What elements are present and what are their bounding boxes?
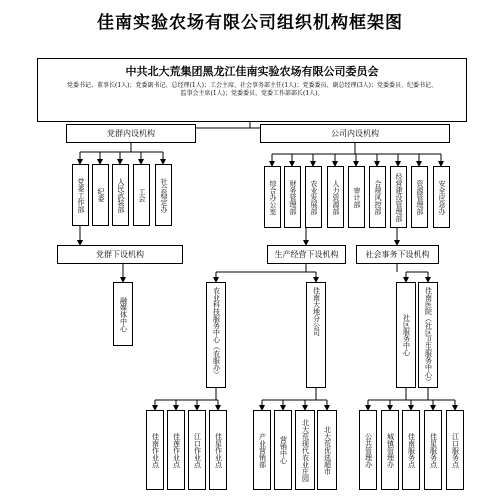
company-unit-2: 农业发展部 — [305, 166, 322, 228]
party-internal-box: 党群内设机构 — [66, 124, 196, 143]
company-unit-0: 综合办公室 — [264, 166, 281, 228]
production-subordinate-box: 生产经营下设机构 — [267, 245, 346, 264]
company-unit-3: 人力资源部 — [327, 166, 344, 228]
social-subordinate-box: 社会事务下设机构 — [356, 245, 439, 264]
social-group-0: 社区服务中心 — [396, 282, 416, 388]
prod-g0-unit-0: 佳南作业点 — [146, 410, 164, 490]
party-unit-2: 人民武装部 — [112, 164, 129, 226]
social-g0-unit-0: 公共管理办 — [359, 410, 377, 490]
prod-g1-unit-3: 北大荒优选超市 — [317, 410, 337, 490]
production-group-1: 佳南大地分公司 — [306, 282, 326, 388]
company-unit-4: 审计部 — [348, 166, 365, 228]
party-subordinate-box: 党群下设机构 — [57, 245, 183, 264]
party-unit-4: 社会稳定办 — [155, 164, 172, 226]
prod-g1-unit-0: 产业营销部 — [253, 410, 271, 490]
production-group-0: 农业科技服务中心（农服办） — [206, 282, 226, 388]
company-internal-box: 公司内设机构 — [260, 124, 450, 143]
committee-members-line-2: 监事会主席(1人)；党委委员、党委工作部部长(1人)。 — [180, 90, 324, 97]
party-sub-unit-0: 融媒体中心 — [113, 282, 133, 346]
party-unit-3: 工会 — [133, 164, 150, 226]
social-g1-unit-0: 佳南服务点 — [402, 410, 420, 490]
party-unit-1: 纪委 — [92, 164, 109, 226]
page-title: 佳南实验农场有限公司组织机构框架图 — [97, 13, 403, 33]
social-g1-unit-1: 佳星服务点 — [424, 410, 442, 490]
social-g0-unit-1: 城镇管理办 — [381, 410, 399, 490]
committee-members-line-1: 党委书记、董事长(1人)；党委副书记、总经理(1人)；工会主席、社会事务部主任(1人)；党委委员、副总经理(3人)；党委委员、纪委书记、 — [67, 82, 437, 89]
prod-g1-unit-1: 营销中心 — [274, 410, 292, 490]
social-group-1: 佳南医院（社区卫生服务中心） — [418, 282, 438, 388]
prod-g1-unit-2: 北大荒现代农业庄园 — [295, 410, 315, 490]
company-unit-8: 安全应急办 — [433, 166, 450, 228]
prod-g0-unit-3: 佳星作业点 — [209, 410, 227, 490]
company-unit-7: 资源管理部 — [411, 166, 428, 228]
prod-g0-unit-2: 江口作业点 — [188, 410, 206, 490]
company-unit-5: 合规风控部 — [369, 166, 386, 228]
party-committee-box — [37, 58, 467, 122]
social-g1-unit-2: 江口服务点 — [446, 410, 464, 490]
party-unit-0: 党委工作部 — [72, 164, 89, 226]
company-unit-6: 经营建设管理部 — [390, 166, 407, 228]
party-committee-title: 中共北大荒集团黑龙江佳南实验农场有限公司委员会 — [125, 65, 379, 78]
company-unit-1: 财务管理部 — [284, 166, 301, 228]
prod-g0-unit-1: 佳莲作业点 — [167, 410, 185, 490]
